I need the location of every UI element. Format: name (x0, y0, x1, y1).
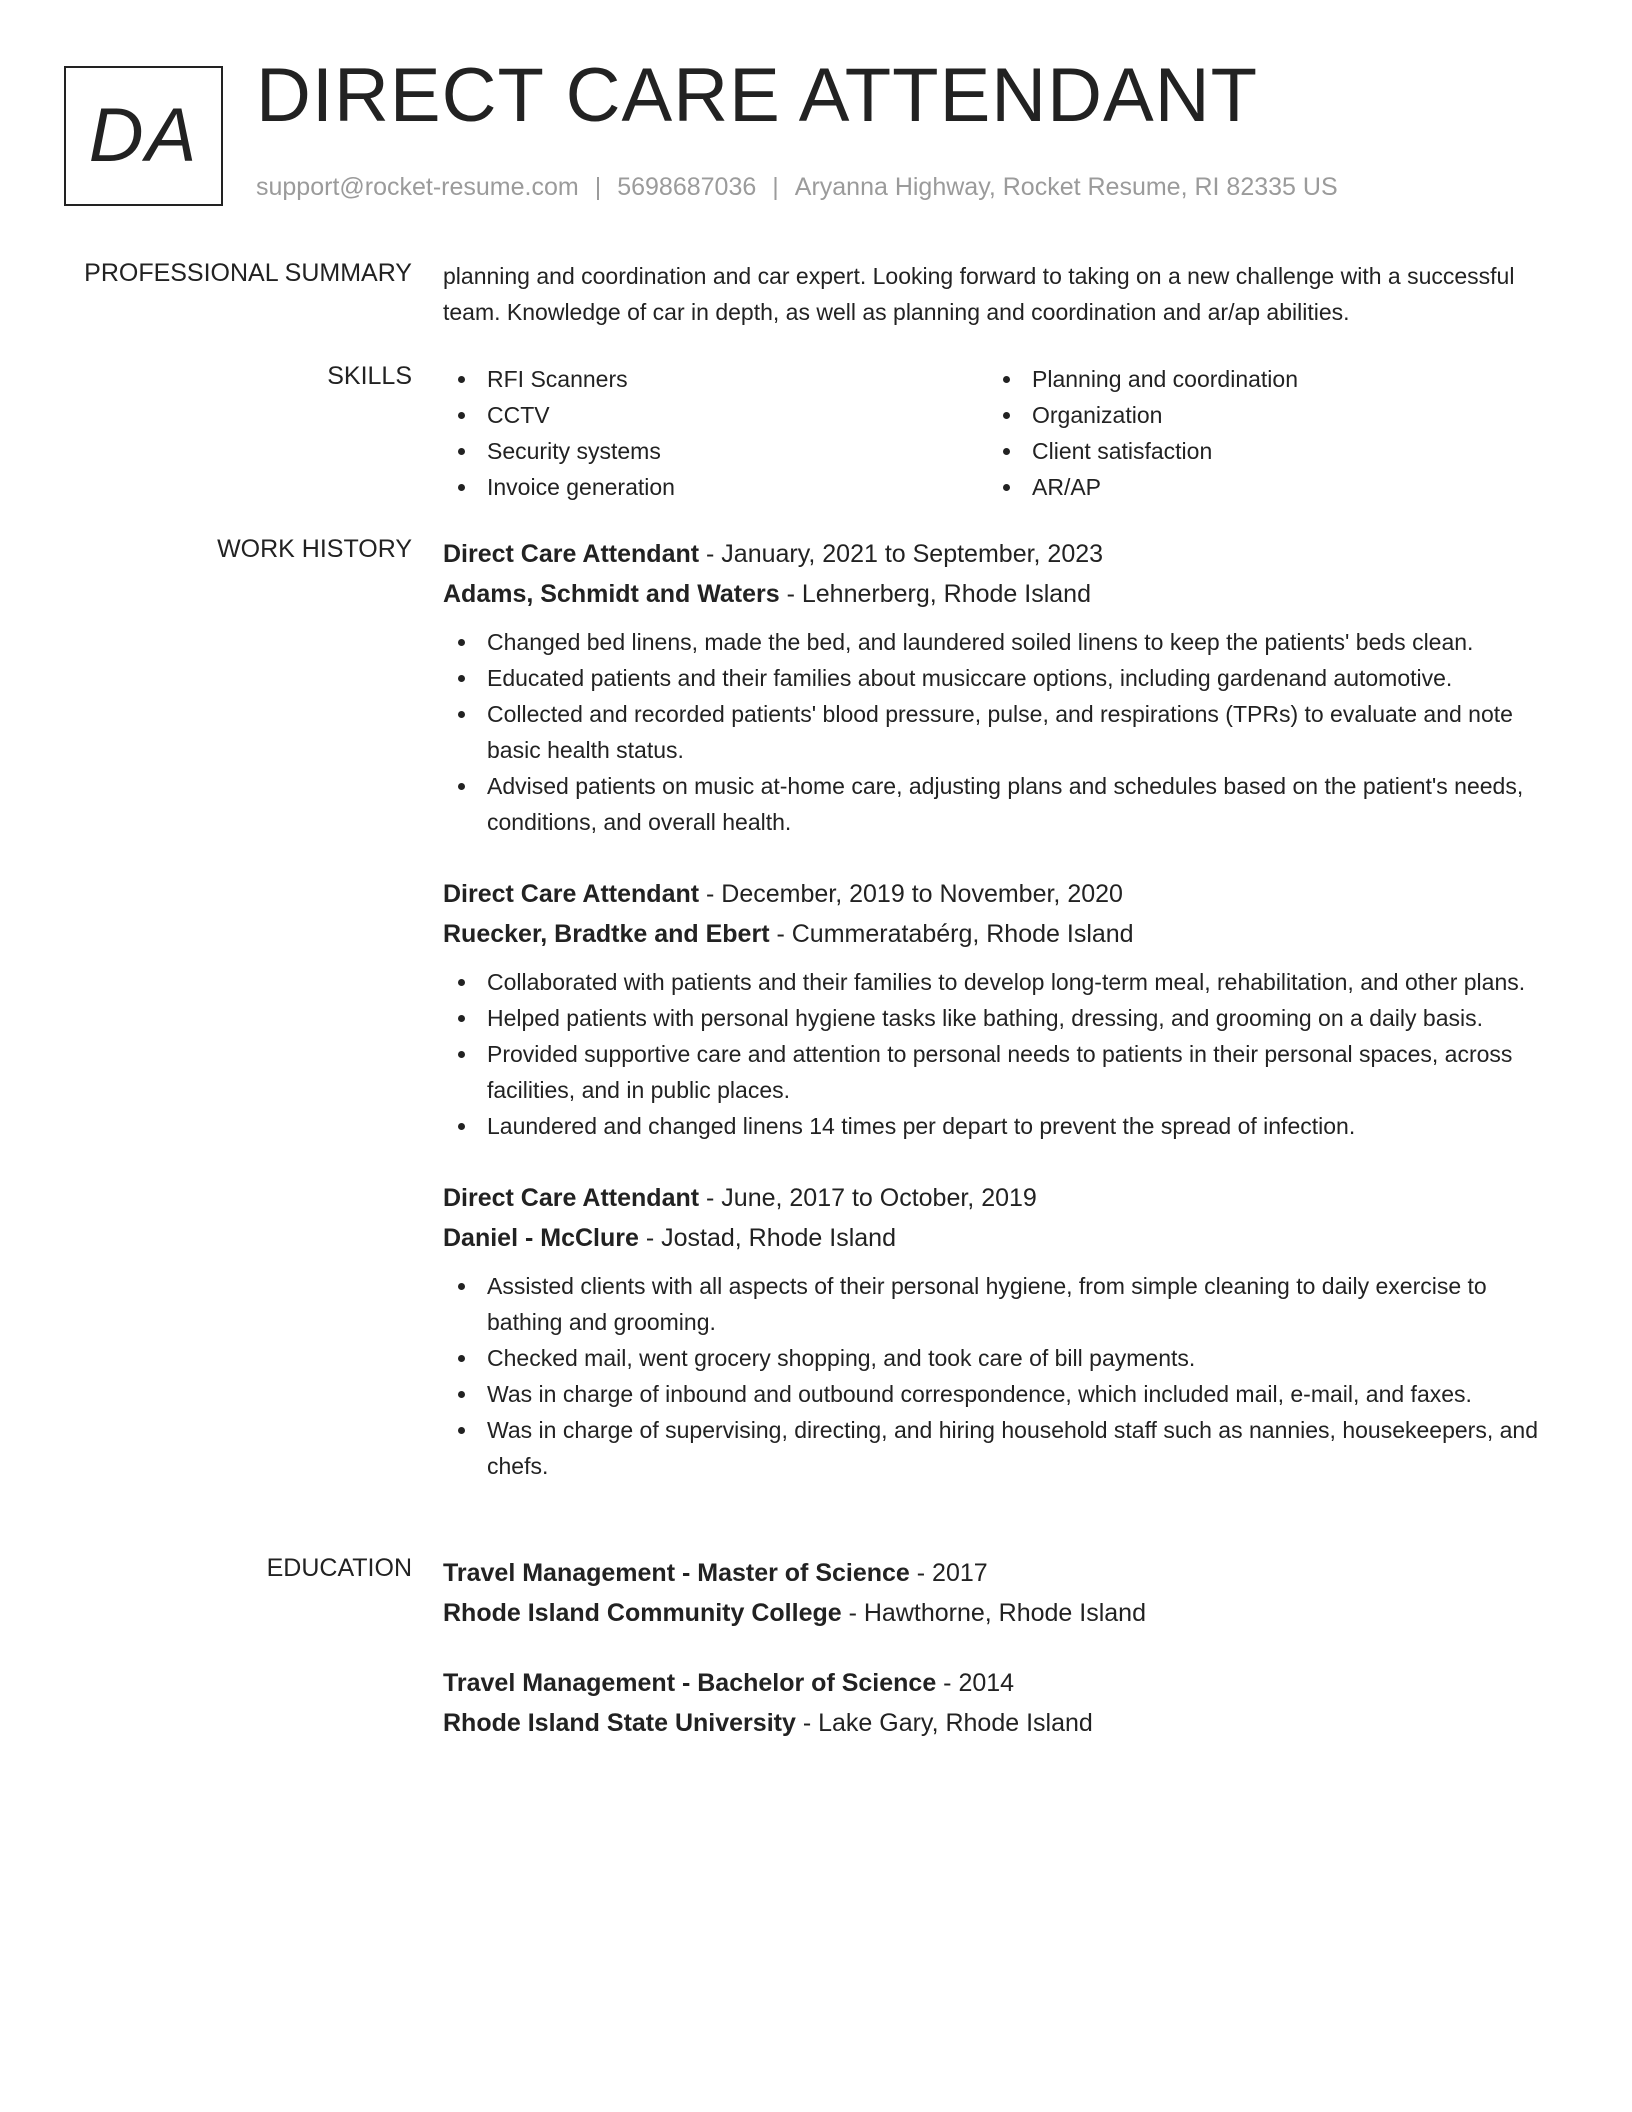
education-body (443, 1553, 1563, 1773)
job-duties (443, 964, 1563, 1144)
duty-item: Educated patients and their families about musiccare options, including gardenand automotive. (443, 660, 1563, 696)
skill-item: Security systems (443, 433, 988, 469)
contact-line (256, 175, 1338, 200)
duty-item: Provided supportive care and attention to personal needs to patients in their personal spaces, across facilities, and in public places. (443, 1036, 1563, 1108)
job-location: - Cummeratabérg, Rhode Island (769, 920, 1134, 948)
section-label-skills: SKILLS (327, 362, 412, 390)
job-company-line (443, 1218, 1563, 1258)
education-location: - Hawthorne, Rhode Island (841, 1599, 1146, 1627)
resume-title: DIRECT CARE ATTENDANT (256, 53, 1259, 138)
job-entry (443, 1178, 1563, 1484)
section-label-summary: PROFESSIONAL SUMMARY (84, 259, 412, 287)
skill-item: Client satisfaction (988, 433, 1533, 469)
education-year: - 2017 (909, 1559, 988, 1587)
skills-body (443, 361, 1563, 505)
education-school-line (443, 1703, 1563, 1743)
job-dates: - June, 2017 to October, 2019 (699, 1184, 1037, 1212)
skill-item: RFI Scanners (443, 361, 988, 397)
education-entry (443, 1553, 1563, 1633)
contact-phone: 5698687036 (617, 173, 757, 201)
duty-item: Laundered and changed linens 14 times per depart to prevent the spread of infection. (443, 1108, 1563, 1144)
monogram-box (64, 66, 223, 206)
summary-body (443, 258, 1563, 330)
job-title: Direct Care Attendant (443, 1184, 700, 1212)
summary-text: planning and coordination and car expert. Looking forward to taking on a new challenge with a successful team. Knowledge of car in depth, as well as planning and coordination and ar/ap abilities. (443, 263, 1515, 325)
job-company: Adams, Schmidt and Waters (443, 580, 780, 608)
job-title: Direct Care Attendant (443, 880, 700, 908)
skills-column-right (988, 361, 1533, 505)
job-company: Daniel - McClure (443, 1224, 639, 1252)
education-degree: Travel Management - Master of Science (443, 1559, 910, 1587)
duty-item: Collaborated with patients and their families to develop long-term meal, rehabilitation, and other plans. (443, 964, 1563, 1000)
job-company-line (443, 574, 1563, 614)
duty-item: Changed bed linens, made the bed, and laundered soiled linens to keep the patients' beds clean. (443, 624, 1563, 660)
education-school: Rhode Island State University (443, 1709, 796, 1737)
section-label-work-history: WORK HISTORY (217, 535, 412, 563)
duty-item: Checked mail, went grocery shopping, and took care of bill payments. (443, 1340, 1563, 1376)
job-title-line (443, 1178, 1563, 1218)
contact-email: support@rocket-resume.com (256, 173, 579, 201)
education-year: - 2014 (936, 1669, 1015, 1697)
job-dates: - January, 2021 to September, 2023 (699, 540, 1104, 568)
job-entry (443, 874, 1563, 1144)
education-location: - Lake Gary, Rhode Island (795, 1709, 1093, 1737)
education-degree-line (443, 1553, 1563, 1593)
contact-address: Aryanna Highway, Rocket Resume, RI 82335 US (794, 173, 1338, 201)
skill-item: AR/AP (988, 469, 1533, 505)
education-school: Rhode Island Community College (443, 1599, 842, 1627)
job-title-line (443, 874, 1563, 914)
education-entry (443, 1663, 1563, 1743)
duty-item: Was in charge of supervising, directing, and hiring household staff such as nannies, housekeepers, and chefs. (443, 1412, 1563, 1484)
job-entry (443, 534, 1563, 840)
duty-item: Was in charge of inbound and outbound correspondence, which included mail, e-mail, and faxes. (443, 1376, 1563, 1412)
job-title-line (443, 534, 1563, 574)
job-company: Ruecker, Bradtke and Ebert (443, 920, 770, 948)
education-degree-line (443, 1663, 1563, 1703)
section-label-education: EDUCATION (266, 1554, 412, 1582)
job-title: Direct Care Attendant (443, 540, 700, 568)
job-duties (443, 624, 1563, 840)
job-company-line (443, 914, 1563, 954)
contact-separator: | (594, 173, 602, 201)
monogram-initials: DA (88, 93, 199, 178)
education-degree: Travel Management - Bachelor of Science (443, 1669, 937, 1697)
skills-column-left (443, 361, 988, 505)
skills-grid (443, 361, 1563, 505)
skill-item: Organization (988, 397, 1533, 433)
work-history-body (443, 534, 1563, 1518)
job-location: - Lehnerberg, Rhode Island (779, 580, 1091, 608)
duty-item: Collected and recorded patients' blood pressure, pulse, and respirations (TPRs) to evaluate and note basic health status. (443, 696, 1563, 768)
skill-item: CCTV (443, 397, 988, 433)
job-location: - Jostad, Rhode Island (638, 1224, 896, 1252)
duty-item: Advised patients on music at-home care, adjusting plans and schedules based on the patient's needs, conditions, and overall health. (443, 768, 1563, 840)
job-duties (443, 1268, 1563, 1484)
duty-item: Assisted clients with all aspects of their personal hygiene, from simple cleaning to daily exercise to bathing and grooming. (443, 1268, 1563, 1340)
skill-item: Invoice generation (443, 469, 988, 505)
job-dates: - December, 2019 to November, 2020 (699, 880, 1123, 908)
education-school-line (443, 1593, 1563, 1633)
skill-item: Planning and coordination (988, 361, 1533, 397)
contact-separator: | (772, 173, 779, 201)
duty-item: Helped patients with personal hygiene tasks like bathing, dressing, and grooming on a daily basis. (443, 1000, 1563, 1036)
